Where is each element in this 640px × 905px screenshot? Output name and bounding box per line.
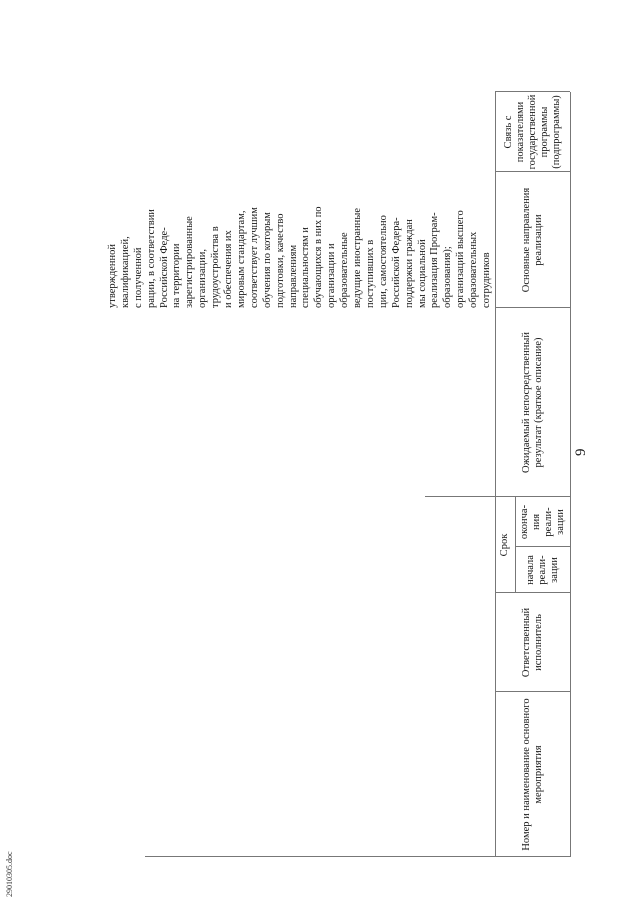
table-header-bottom-border [570, 92, 571, 857]
body-line: квалификацией, [119, 236, 131, 308]
body-line: Российской Феде- [158, 227, 170, 308]
header-srok-end: оконча-ния реали-зации [518, 504, 566, 540]
body-line: ции, самостоятельно [377, 215, 389, 308]
body-line: поддержки граждан [403, 219, 415, 308]
body-line: подготовки, качество [274, 213, 286, 308]
body-line: Российской Федера- [390, 217, 402, 308]
body-line: поступивших в [364, 239, 376, 308]
body-line: рации, в соответствии [145, 209, 157, 308]
body-line: организаций высшего [455, 210, 467, 308]
header-event-name: Номер и наименование основного мероприятия [520, 698, 544, 851]
header-srok: Срок [499, 533, 510, 557]
rotated-page [0, 95, 640, 905]
body-line: с полученной [132, 247, 144, 308]
body-line: мировым стандартам, [235, 210, 247, 308]
body-line: мы социальной [416, 239, 428, 308]
header-srok-start: начала реали-зации [524, 555, 560, 585]
body-line: обучающихся в них по [313, 206, 325, 308]
document-id: 29010305.doc [5, 851, 14, 897]
header-responsible: Ответственный исполнитель [520, 607, 544, 678]
body-line: образования); [442, 246, 454, 308]
header-program-link: Связь с показателями государственной программы (подпрограммы) [502, 94, 562, 170]
body-line: организации и [326, 243, 338, 308]
body-line: организации, [197, 249, 209, 308]
body-line: образовательных [468, 231, 480, 308]
body-line: сотрудников [481, 252, 492, 308]
body-line: обучения по которым [261, 212, 273, 308]
header-main-directions: Основные направления реализации [520, 187, 544, 293]
body-line: зарегистрированные [184, 216, 196, 308]
body-line: специальностям и [300, 227, 312, 308]
header-expected-result: Ожидаемый непосредственный результат (краткое описание) [520, 332, 544, 473]
body-line: и обеспечения их [223, 230, 234, 308]
body-line: ведущие иностранные [352, 208, 363, 308]
body-line: трудоустройства в [210, 226, 222, 308]
left-table-edge [145, 856, 495, 857]
body-line: направлениям [287, 244, 299, 308]
body-line: соответствует лучшим [248, 207, 260, 308]
body-line: реализация Програм- [429, 212, 441, 308]
page-number: 9 [573, 448, 589, 456]
body-line: образовательные [339, 232, 351, 308]
body-line: на территории [171, 243, 183, 308]
body-line: утвержденной [106, 243, 118, 308]
result-col-edge [425, 496, 495, 497]
